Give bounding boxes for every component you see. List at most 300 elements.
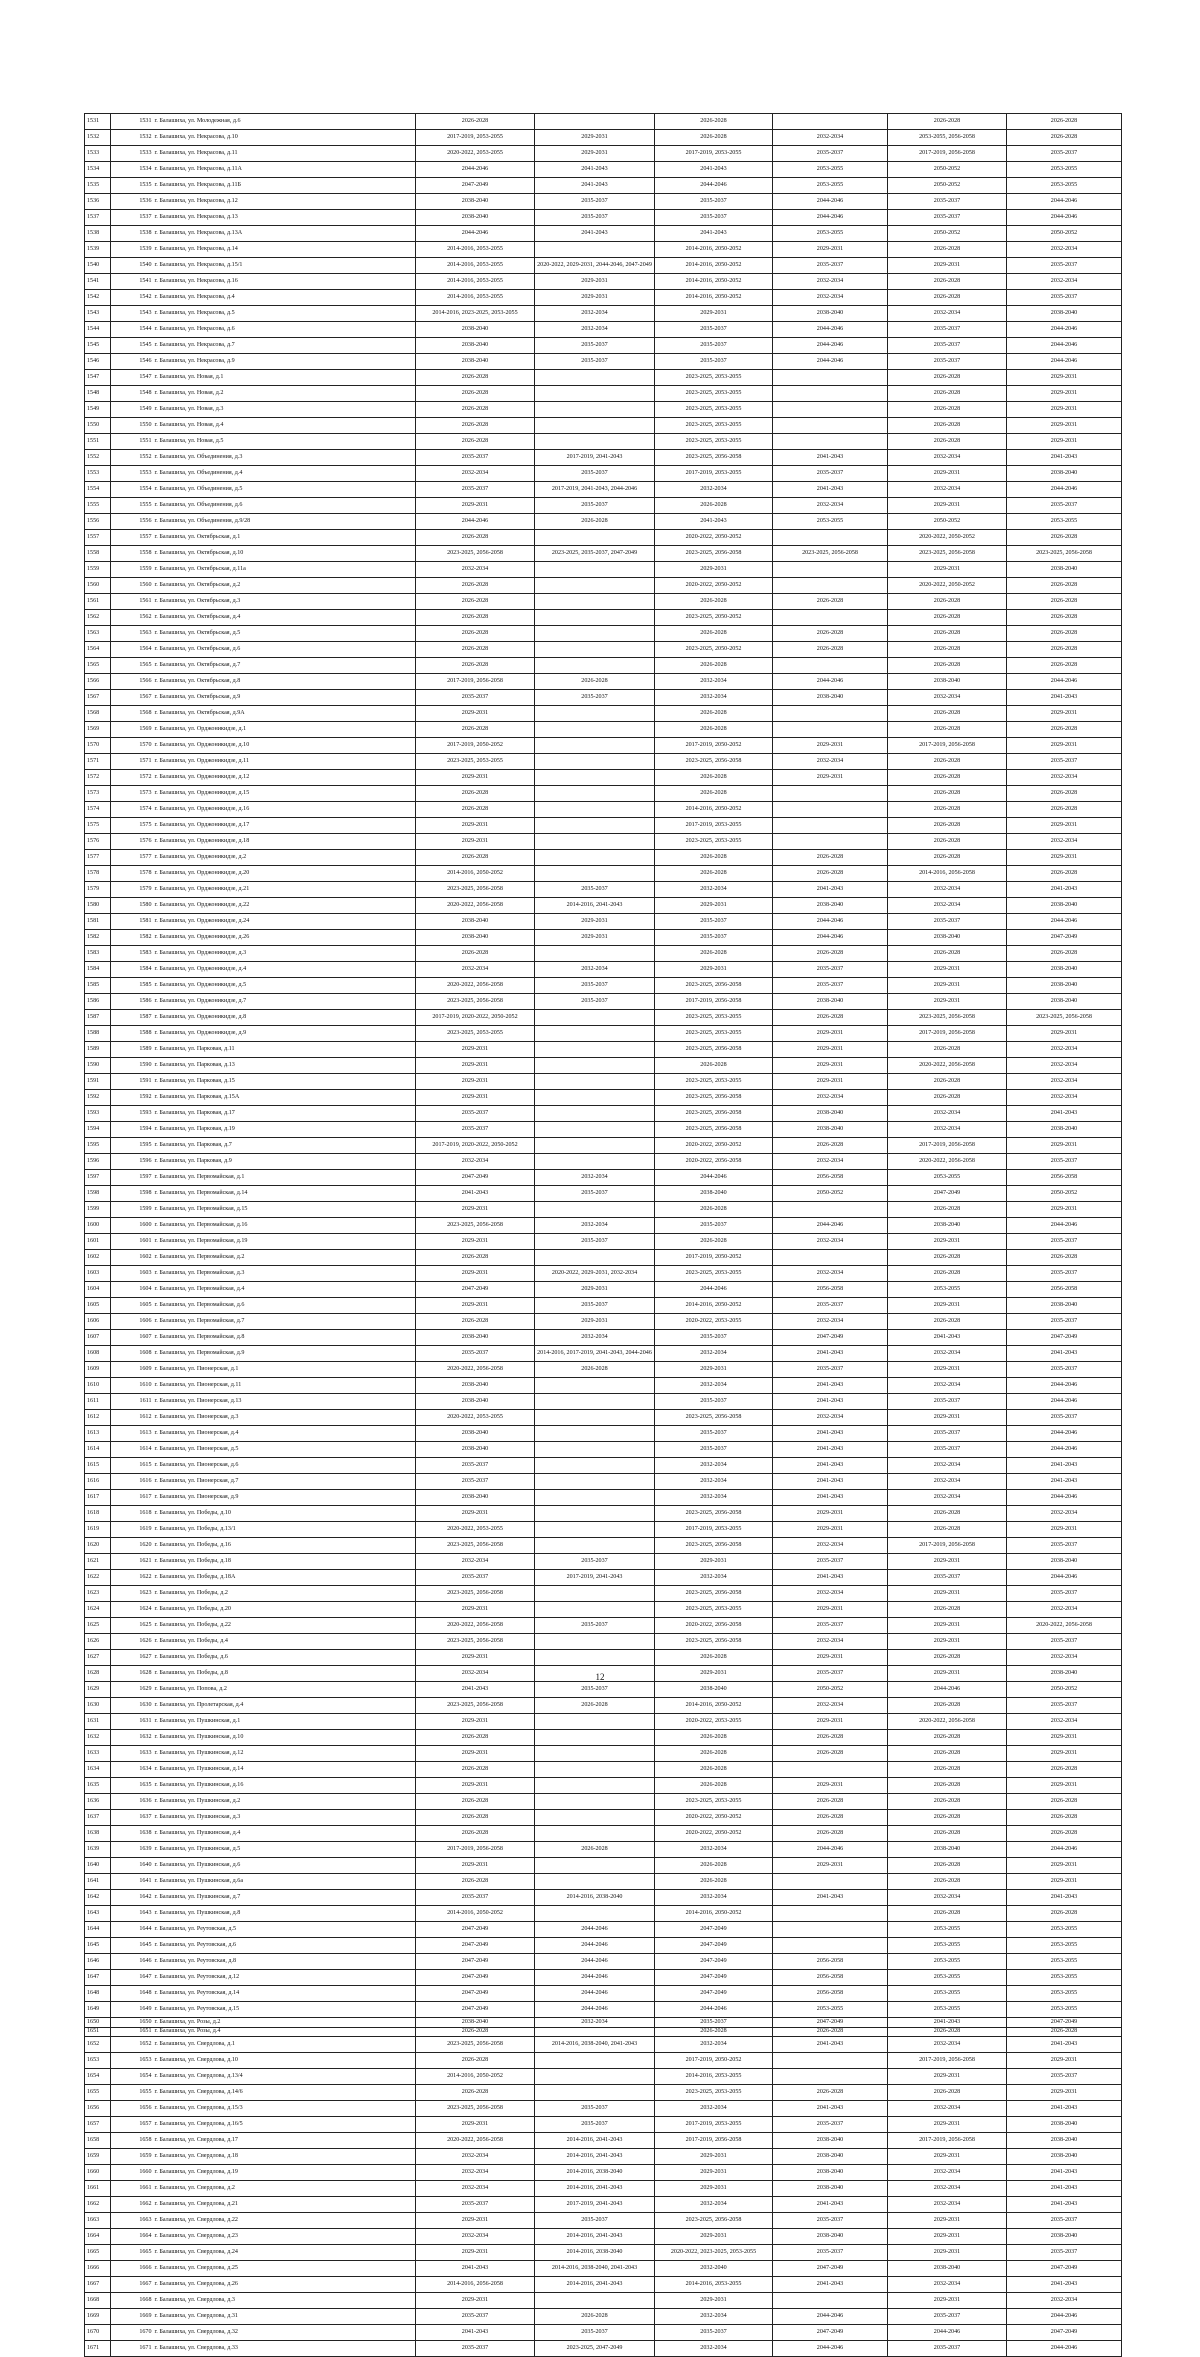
row-index: 1651 [111,2027,153,2037]
period-col-4: 2035-2037 [773,962,888,978]
table-row [85,674,1122,690]
period-col-3: 2035-2037 [655,1394,773,1410]
period-col-2 [535,1794,655,1810]
period-col-2: 2014-2016, 2038-2040, 2041-2043 [535,2261,655,2277]
period-col-6: 2041-2043 [1007,1346,1122,1362]
address-cell: г. Балашиха, ул. Молодежная, д.6 [153,114,416,130]
period-col-6: 2041-2043 [1007,450,1122,466]
address-cell: г. Балашиха, ул. Пушкинская, д.7 [153,1890,416,1906]
period-col-4: 2032-2034 [773,1698,888,1714]
period-col-4: 2032-2034 [773,754,888,770]
row-index: 1667 [111,2277,153,2293]
address-cell: г. Балашиха, ул. Пушкинская, д.5 [153,1842,416,1858]
period-col-6: 2035-2037 [1007,1362,1122,1378]
period-col-3: 2026-2028 [655,2027,773,2037]
address-cell: г. Балашиха, ул. Парковая, д.13 [153,1058,416,1074]
period-col-4: 2041-2043 [773,1442,888,1458]
period-col-1: 2026-2028 [416,418,535,434]
row-index: 1604 [111,1282,153,1298]
row-number: 1639 [85,1842,111,1858]
period-col-1: 2014-2016, 2050-2052 [416,1906,535,1922]
row-index: 1644 [111,1922,153,1938]
row-number: 1540 [85,258,111,274]
period-col-6: 2038-2040 [1007,2229,1122,2245]
row-index: 1650 [111,2018,153,2028]
period-col-1: 2047-2049 [416,2002,535,2018]
period-col-2 [535,1602,655,1618]
period-col-2 [535,1154,655,1170]
row-index: 1630 [111,1698,153,1714]
period-col-3: 2023-2025, 2056-2058 [655,450,773,466]
period-col-6: 2026-2028 [1007,642,1122,658]
period-col-4 [773,1250,888,1266]
period-col-4 [773,802,888,818]
period-col-5: 2029-2031 [888,2293,1007,2309]
period-col-6: 2038-2040 [1007,1298,1122,1314]
period-col-1: 2023-2025, 2053-2055 [416,754,535,770]
period-col-2: 2014-2016, 2041-2043 [535,2181,655,2197]
address-cell: г. Балашиха, ул. Парковая, д.15 [153,1074,416,1090]
row-number: 1638 [85,1826,111,1842]
row-index: 1662 [111,2197,153,2213]
period-col-1: 2017-2019, 2056-2058 [416,674,535,690]
period-col-5: 2035-2037 [888,194,1007,210]
row-index: 1642 [111,1890,153,1906]
period-col-4: 2038-2040 [773,2165,888,2181]
table-row [85,626,1122,642]
row-index: 1538 [111,226,153,242]
period-col-3: 2035-2037 [655,210,773,226]
period-col-3: 2035-2037 [655,914,773,930]
period-col-3: 2047-2049 [655,1970,773,1986]
address-cell: г. Балашиха, ул. Свердлова, д.19 [153,2165,416,2181]
period-col-2 [535,1906,655,1922]
table-row [85,2309,1122,2325]
row-number: 1656 [85,2101,111,2117]
period-col-2: 2035-2037 [535,690,655,706]
table-row [85,1154,1122,1170]
period-col-1: 2029-2031 [416,1202,535,1218]
period-col-6: 2032-2034 [1007,1714,1122,1730]
period-col-1: 2047-2049 [416,1938,535,1954]
period-col-2: 2026-2028 [535,1842,655,1858]
address-cell: г. Балашиха, ул. Орджоникидзе, д.2 [153,850,416,866]
period-col-3: 2026-2028 [655,722,773,738]
row-number: 1547 [85,370,111,386]
table-row [85,322,1122,338]
period-col-5: 2026-2028 [888,1650,1007,1666]
period-col-4 [773,706,888,722]
period-col-4: 2041-2043 [773,1490,888,1506]
period-col-6: 2035-2037 [1007,498,1122,514]
row-number: 1609 [85,1362,111,1378]
address-cell: г. Балашиха, ул. Орджоникидзе, д.5 [153,978,416,994]
table-row [85,1602,1122,1618]
period-col-4: 2044-2046 [773,674,888,690]
period-col-3: 2026-2028 [655,1730,773,1746]
period-col-5: 2038-2040 [888,1218,1007,1234]
row-index: 1663 [111,2213,153,2229]
period-col-4: 2056-2058 [773,1282,888,1298]
period-col-5: 2026-2028 [888,1090,1007,1106]
period-col-4 [773,530,888,546]
address-cell: г. Балашиха, ул. Октябрьская, д.4 [153,610,416,626]
table-row [85,226,1122,242]
period-col-5: 2053-2055 [888,1170,1007,1186]
period-col-6: 2029-2031 [1007,2085,1122,2101]
table-row [85,274,1122,290]
table-row [85,578,1122,594]
page-number: 12 [595,1672,605,1682]
period-col-4 [773,610,888,626]
period-col-4: 2026-2028 [773,866,888,882]
period-col-4: 2032-2034 [773,1154,888,1170]
period-col-1: 2023-2025, 2056-2058 [416,546,535,562]
period-col-1: 2014-2016, 2023-2025, 2053-2055 [416,306,535,322]
period-col-5: 2029-2031 [888,1554,1007,1570]
period-col-1: 2014-2016, 2050-2052 [416,2069,535,2085]
period-col-4: 2026-2028 [773,1138,888,1154]
period-col-4: 2041-2043 [773,1474,888,1490]
address-cell: г. Балашиха, ул. Орджоникидзе, д.8 [153,1010,416,1026]
period-col-4: 2035-2037 [773,2213,888,2229]
period-col-3: 2026-2028 [655,1234,773,1250]
period-col-1: 2035-2037 [416,2341,535,2357]
period-col-2 [535,1634,655,1650]
address-cell: г. Балашиха, ул. Победы, д.4 [153,1634,416,1650]
period-col-4: 2032-2034 [773,274,888,290]
address-cell: г. Балашиха, ул. Орджоникидзе, д.18 [153,834,416,850]
period-col-1: 2023-2025, 2056-2058 [416,1634,535,1650]
period-col-1: 2038-2040 [416,322,535,338]
row-index: 1668 [111,2293,153,2309]
period-col-4: 2032-2034 [773,1266,888,1282]
row-index: 1542 [111,290,153,306]
table-row [85,2261,1122,2277]
period-col-4: 2026-2028 [773,2085,888,2101]
period-col-1: 2026-2028 [416,802,535,818]
period-col-5: 2026-2028 [888,1266,1007,1282]
period-col-4: 2044-2046 [773,2341,888,2357]
table-row [85,2197,1122,2213]
period-col-5: 2026-2028 [888,402,1007,418]
address-cell: г. Балашиха, ул. Победы, д.6 [153,1650,416,1666]
period-col-2 [535,2069,655,2085]
row-number: 1666 [85,2261,111,2277]
period-col-5: 2032-2034 [888,1346,1007,1362]
period-col-5: 2035-2037 [888,2309,1007,2325]
period-col-4: 2038-2040 [773,690,888,706]
row-number: 1630 [85,1698,111,1714]
period-col-3: 2023-2025, 2053-2055 [655,434,773,450]
period-col-5: 2029-2031 [888,994,1007,1010]
period-col-4: 2026-2028 [773,642,888,658]
period-col-5: 2053-2055 [888,1282,1007,1298]
row-number: 1567 [85,690,111,706]
row-number: 1657 [85,2117,111,2133]
period-col-2: 2044-2046 [535,1970,655,1986]
period-col-4 [773,1938,888,1954]
table-row [85,1682,1122,1698]
period-col-5: 2023-2025, 2056-2058 [888,546,1007,562]
period-col-6: 2035-2037 [1007,290,1122,306]
period-col-2: 2029-2031 [535,1314,655,1330]
row-number: 1593 [85,1106,111,1122]
row-number: 1576 [85,834,111,850]
address-cell: г. Балашиха, ул. Свердлова, д.33 [153,2341,416,2357]
table-row [85,2053,1122,2069]
row-index: 1664 [111,2229,153,2245]
table-row [85,514,1122,530]
period-col-5: 2050-2052 [888,514,1007,530]
period-col-5: 2029-2031 [888,1634,1007,1650]
table-row [85,1394,1122,1410]
period-col-1: 2020-2022, 2056-2058 [416,1362,535,1378]
period-col-2: 2035-2037 [535,978,655,994]
row-index: 1666 [111,2261,153,2277]
row-number: 1560 [85,578,111,594]
period-col-3: 2032-2034 [655,2101,773,2117]
period-col-4: 2047-2049 [773,2018,888,2028]
period-col-5: 2035-2037 [888,1570,1007,1586]
row-index: 1658 [111,2133,153,2149]
address-cell: г. Балашиха, ул. Пионерская, д.1 [153,1362,416,1378]
period-col-5: 2032-2034 [888,2037,1007,2053]
address-cell: г. Балашиха, ул. Первомайская, д.8 [153,1330,416,1346]
table-row [85,2018,1122,2028]
period-col-1: 2026-2028 [416,658,535,674]
period-col-6: 2032-2034 [1007,1602,1122,1618]
address-cell: г. Балашиха, ул. Парковая, д.11 [153,1042,416,1058]
table-row [85,722,1122,738]
table-row [85,1234,1122,1250]
period-col-6: 2044-2046 [1007,194,1122,210]
period-col-5: 2053-2055 [888,1986,1007,2002]
period-col-2 [535,642,655,658]
address-cell: г. Балашиха, ул. Пионерская, д.5 [153,1442,416,1458]
row-index: 1595 [111,1138,153,1154]
address-cell: г. Балашиха, ул. Розы, д.2 [153,2018,416,2028]
period-col-6: 2032-2034 [1007,1074,1122,1090]
period-col-4: 2032-2034 [773,1586,888,1602]
row-number: 1548 [85,386,111,402]
row-number: 1627 [85,1650,111,1666]
period-col-5: 2029-2031 [888,1410,1007,1426]
row-number: 1598 [85,1186,111,1202]
address-cell: г. Балашиха, ул. Свердлова, д.32 [153,2325,416,2341]
address-cell: г. Балашиха, ул. Некрасова, д.13А [153,226,416,242]
period-col-1: 2026-2028 [416,1730,535,1746]
period-col-2 [535,802,655,818]
period-col-6: 2026-2028 [1007,802,1122,818]
row-number: 1620 [85,1538,111,1554]
period-col-1: 2026-2028 [416,1794,535,1810]
row-index: 1589 [111,1042,153,1058]
period-col-2: 2017-2019, 2041-2043 [535,2197,655,2213]
row-number: 1577 [85,850,111,866]
period-col-1: 2014-2016, 2053-2055 [416,242,535,258]
period-col-6: 2041-2043 [1007,1890,1122,1906]
period-col-2: 2026-2028 [535,514,655,530]
period-col-4: 2056-2058 [773,1970,888,1986]
address-cell: г. Балашиха, ул. Победы, д.20 [153,1602,416,1618]
row-number: 1546 [85,354,111,370]
row-number: 1538 [85,226,111,242]
row-number: 1604 [85,1282,111,1298]
period-col-1: 2038-2040 [416,1330,535,1346]
period-col-6: 2029-2031 [1007,738,1122,754]
period-col-6: 2038-2040 [1007,1666,1122,1682]
period-col-5: 2032-2034 [888,2101,1007,2117]
period-col-4: 2041-2043 [773,482,888,498]
address-cell: г. Балашиха, ул. Первомайская, д.9 [153,1346,416,1362]
period-col-6: 2023-2025, 2056-2058 [1007,1010,1122,1026]
period-col-2 [535,738,655,754]
table-row [85,482,1122,498]
period-col-5: 2032-2034 [888,1458,1007,1474]
period-col-5: 2026-2028 [888,274,1007,290]
period-col-6: 2035-2037 [1007,258,1122,274]
row-number: 1618 [85,1506,111,1522]
address-cell: г. Балашиха, ул. Орджоникидзе, д.1 [153,722,416,738]
period-col-3: 2017-2019, 2050-2052 [655,2053,773,2069]
period-col-2: 2014-2016, 2017-2019, 2041-2043, 2044-2046 [535,1346,655,1362]
period-col-5: 2026-2028 [888,114,1007,130]
period-col-1: 2017-2019, 2050-2052 [416,738,535,754]
row-number: 1655 [85,2085,111,2101]
address-cell: г. Балашиха, ул. Объединения, д.3 [153,450,416,466]
period-col-6: 2044-2046 [1007,1378,1122,1394]
period-col-1: 2023-2025, 2056-2058 [416,882,535,898]
period-col-3: 2023-2025, 2056-2058 [655,1634,773,1650]
period-col-6: 2032-2034 [1007,1506,1122,1522]
row-index: 1607 [111,1330,153,1346]
period-col-3: 2023-2025, 2053-2055 [655,418,773,434]
period-col-2 [535,626,655,642]
row-index: 1564 [111,642,153,658]
period-col-5: 2026-2028 [888,1314,1007,1330]
period-col-5: 2032-2034 [888,1106,1007,1122]
period-col-2 [535,850,655,866]
address-cell: г. Балашиха, ул. Свердлова, д.13/4 [153,2069,416,2085]
table-row [85,930,1122,946]
period-col-5: 2029-2031 [888,562,1007,578]
address-cell: г. Балашиха, ул. Первомайская, д.4 [153,1282,416,1298]
period-col-6: 2044-2046 [1007,2309,1122,2325]
period-col-5: 2053-2055, 2056-2058 [888,130,1007,146]
table-row [85,290,1122,306]
period-col-6: 2041-2043 [1007,1458,1122,1474]
period-col-3: 2023-2025, 2053-2055 [655,1794,773,1810]
period-col-3: 2020-2022, 2050-2052 [655,530,773,546]
period-col-2: 2026-2028 [535,674,655,690]
period-col-1: 2029-2031 [416,1506,535,1522]
row-number: 1579 [85,882,111,898]
row-number: 1586 [85,994,111,1010]
period-col-1: 2029-2031 [416,2213,535,2229]
row-number: 1624 [85,1602,111,1618]
period-col-2 [535,1522,655,1538]
period-col-1: 2041-2043 [416,2325,535,2341]
period-col-1: 2029-2031 [416,706,535,722]
period-col-1: 2029-2031 [416,1650,535,1666]
period-col-2 [535,1250,655,1266]
period-col-3: 2044-2046 [655,1170,773,1186]
period-col-3: 2014-2016, 2050-2052 [655,290,773,306]
row-index: 1562 [111,610,153,626]
period-col-6: 2029-2031 [1007,1202,1122,1218]
period-col-6: 2041-2043 [1007,2197,1122,2213]
period-col-4 [773,1874,888,1890]
row-number: 1607 [85,1330,111,1346]
period-col-4: 2032-2034 [773,1090,888,1106]
table-row [85,1842,1122,1858]
row-index: 1574 [111,802,153,818]
table-row [85,1458,1122,1474]
row-index: 1653 [111,2053,153,2069]
period-col-1: 2041-2043 [416,1186,535,1202]
address-cell: г. Балашиха, ул. Пролетарская, д.4 [153,1698,416,1714]
table-row [85,1250,1122,1266]
row-number: 1626 [85,1634,111,1650]
period-col-6: 2026-2028 [1007,626,1122,642]
period-col-3: 2023-2025, 2056-2058 [655,546,773,562]
period-col-5: 2029-2031 [888,2149,1007,2165]
period-col-1: 2047-2049 [416,1922,535,1938]
table-row [85,594,1122,610]
period-col-4 [773,1762,888,1778]
period-col-1: 2029-2031 [416,1746,535,1762]
period-col-3: 2014-2016, 2053-2055 [655,2069,773,2085]
table-row [85,1938,1122,1954]
period-col-2 [535,610,655,626]
row-index: 1548 [111,386,153,402]
period-col-3: 2023-2025, 2056-2058 [655,978,773,994]
period-col-3: 2035-2037 [655,194,773,210]
row-index: 1670 [111,2325,153,2341]
period-col-1: 2023-2025, 2053-2055 [416,1026,535,1042]
address-cell: г. Балашиха, ул. Свердлова, д.31 [153,2309,416,2325]
period-col-2: 2044-2046 [535,2002,655,2018]
period-col-1: 2014-2016, 2053-2055 [416,258,535,274]
period-col-2: 2029-2031 [535,274,655,290]
row-index: 1588 [111,1026,153,1042]
period-col-5: 2026-2028 [888,1794,1007,1810]
period-col-3: 2014-2016, 2050-2052 [655,802,773,818]
period-col-2: 2014-2016, 2041-2043 [535,898,655,914]
period-col-2: 2035-2037 [535,1298,655,1314]
period-col-4: 2035-2037 [773,1666,888,1682]
period-col-4: 2029-2031 [773,770,888,786]
period-col-1: 2026-2028 [416,1314,535,1330]
period-col-6: 2029-2031 [1007,370,1122,386]
period-col-4: 2050-2052 [773,1682,888,1698]
period-col-2 [535,1378,655,1394]
table-row [85,1442,1122,1458]
period-col-4: 2026-2028 [773,1746,888,1762]
period-col-2: 2035-2037 [535,194,655,210]
period-col-2 [535,1042,655,1058]
period-col-5: 2050-2052 [888,178,1007,194]
period-col-5: 2053-2055 [888,1922,1007,1938]
row-number: 1667 [85,2277,111,2293]
row-number: 1616 [85,1474,111,1490]
period-col-1: 2044-2046 [416,162,535,178]
period-col-2: 2035-2037 [535,2213,655,2229]
row-number: 1568 [85,706,111,722]
row-number: 1562 [85,610,111,626]
row-index: 1643 [111,1906,153,1922]
